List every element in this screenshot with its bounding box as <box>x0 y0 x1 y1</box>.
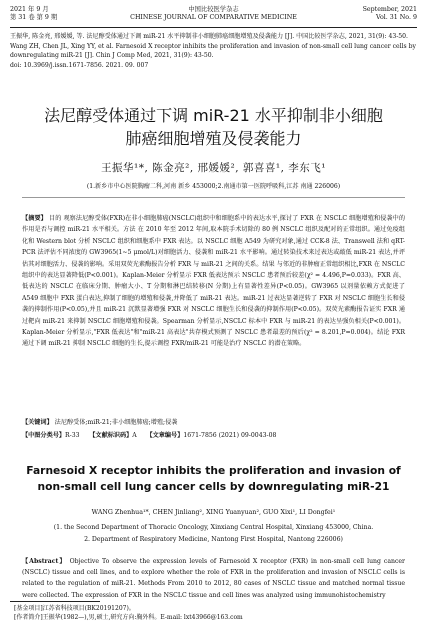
citation-cn: 王振华, 陈金亮, 邢媛媛, 等. 法尼醇受体通过下调 miR-21 水平抑制非小细胞肺癌细胞增殖及侵袭能力 [J]. 中国比较医学杂志, 2021, 31(9): 43-50. <box>10 33 408 40</box>
affiliation-en-line2: 2. Department of Respiratory Medicine, Nantong First Hospital, Nantong 226006) <box>84 535 343 543</box>
header-right <box>363 6 417 22</box>
clc-value: R-33 <box>65 432 80 439</box>
journal-name-en: CHINESE JOURNAL OF COMPARATIVE MEDICINE <box>130 14 297 21</box>
header-center <box>10 6 417 22</box>
article-id-value: 1671-7856 (2021) 09-0043-08 <box>183 432 277 439</box>
doi[interactable]: doi: 10.3969/j.issn.1671-7856. 2021. 09. 007 <box>10 61 149 69</box>
keywords-cn-label: 【关键词】 <box>22 419 53 426</box>
article-title-cn <box>10 104 417 150</box>
header-rule <box>10 27 417 28</box>
affiliation-en-line1: (1. the Second Department of Thoracic Oncology, Xinxiang Central Hospital, Xinxiang 453000, China. <box>53 524 374 531</box>
clc-label: 【中图分类号】 <box>22 432 65 439</box>
footnote-author: [作者简介]王振华(1982—),男,硕士,研究方向:胸外科。E-mail: lxt43966@163.com <box>14 614 243 621</box>
keywords-cn <box>22 418 405 428</box>
abstract-en-text: Objective To observe the expression levels of Farnesoid X receptor (FXR) in non-small cell lung cancer (NSCLC) tissue and cell lines, and to explore whether the role of FXR in the proliferation and invasion of NSCLC cells is related to the regulation of miR-21. Methods From 2010 to 2012, 80 cases of NSCLC tissue and matched normal tissue were collected. The expression of FXR in the NSCLC tissue and cell lines was analyzed using immunohistochemistry <box>22 558 405 599</box>
header-volume-en: Vol. 31 No. 9 <box>376 14 417 21</box>
article-id-label: 【文章编号】 <box>146 432 184 439</box>
title-cn-line1: 法尼醇受体通过下调 miR-21 水平抑制非小细胞 <box>44 106 383 125</box>
abstract-cn-text: 目的 观察法尼醇受体(FXR)在非小细胞肺癌(NSCLC)组织中和细胞系中的表达水平,探讨了 FXR 在 NSCLC 细胞增殖和侵袭中的作用是否与调控 miR-21 水平相关。方法 在 2010 年至 2012 年间,取本院手术切除的 80 例 NSCLC 组织及配对的正常组织。通过免疫组化和 Western blot 分析 NSCLC 组织和细胞系中 FXR 表达。以 NSCLC 细胞 A549 为研究对象,通过 CCK-8 法、Transwell 法和 qRT-PCR 法评估不同浓度的 GW3965(1~5 μmol/L)对细胞活力、侵袭和 miR-21 水平影响。通过转染技术来过表达或敲低 miR-21 表达,并评估其对细胞活力、侵袭的影响。采用双荧光素酶报告分析 FXR 与 miR-21 之间的关系。结果 与邻近的非肿瘤正常组织相比,FXR 在 NSCLC 组织中的表达显著降低(P<0.001)。Kaplan-Meier 分析显示 FXR 低表达预示 NSCLC 患者预后较差(χ² = 4.496,P=0.033)。FXR 高、低表达的 NSCLC 在临床分期、肿瘤大小、T 分期和淋巴结转移(N 分期)上有显著性差异(P<0.05)。GW3965 以剂量依赖方式促进了 A549 细胞中 FXR 蛋白表达,抑制了细胞的增殖和侵袭,并降低了 miR-21 表达。miR-21 过表达显著逆转了 FXR 对 NSCLC 细胞生长和侵袭的抑制作用(P<0.05),并且 miR-21 沉默显著增强 FXR 对 NSCLC 细胞生长和侵袭的抑制作用(P<0.05)。双荧光素酶报告证实 FXR 通过靶向 miR-21 来抑制 NSCLC 细胞增殖和侵袭。Spearman 分析显示,NSCLC 标本中 FXR 与 miR-21 的表达呈强负相关(P<0.001)。Kaplan-Meier 分析显示,"FXR 低表达"和"miR-21 高表达"共存模式预测了 NSCLC 患者最差的预后(χ² = 8.201,P=0.004)。结论 FXR 通过下调 miR-21 抑制 NSCLC 细胞的生长,提示调控 FXR/miR-21 可能是治疗 NSCLC 的潜在策略。 <box>22 215 406 348</box>
header-date-en: September, 2021 <box>362 6 417 13</box>
journal-name-cn: 中国比较医学杂志 <box>188 6 239 13</box>
header-volume-cn: 第 31 卷 第 9 期 <box>10 14 58 21</box>
header-date-cn: 2021 年 9 月 <box>10 6 49 13</box>
citation-en: Wang ZH, Chen JL, Xing YY, et al. Farnesoid X receptor inhibits the proliferation and invasion of non-small cell lung cancer cells by downregulating miR-21 [J]. Chin J Comp Med, 2021, 31(9): 43-50. <box>10 42 416 59</box>
citation-block <box>10 32 417 70</box>
abstract-divider <box>22 197 405 198</box>
doc-code-value: A <box>132 432 137 439</box>
abstract-en-label: 【Abstract】 <box>22 558 67 565</box>
abstract-cn <box>22 213 405 350</box>
title-en-line1: Farnesoid X receptor inhibits the proliferation and invasion of <box>26 464 401 477</box>
authors-en: WANG Zhenhua¹*, CHEN Jinliang², XING Yuanyuan², GUO Xixi¹, LI Dongfei¹ <box>91 509 336 516</box>
keywords-cn-text: 法尼醇受体;miR-21;非小细胞肺癌;增殖;侵袭 <box>54 419 178 426</box>
doc-code-label: 【文献标识码】 <box>89 432 133 439</box>
article-title-en <box>10 463 417 495</box>
affiliation-en <box>10 522 417 545</box>
footnote-fund: [基金项目]江苏省科技项目(BK20191207)。 <box>14 605 135 612</box>
title-cn-line2: 肺癌细胞增殖及侵袭能力 <box>125 129 302 148</box>
footnote-rule <box>10 601 100 602</box>
authors-cn: 王振华¹*, 陈金亮², 邢媛媛², 郭喜喜¹, 李东飞¹ <box>101 162 326 174</box>
affiliation-cn: (1.新乡市中心医院胸瘤二科,河南 新乡 453000;2.南通市第一医院呼吸科,江苏 南通 226006) <box>86 183 341 190</box>
abstract-en <box>22 556 405 601</box>
title-en-line2: non-small cell lung cancer cells by downregulating miR-21 <box>37 480 390 493</box>
abstract-cn-label: 【摘要】 <box>22 215 47 222</box>
classification-cn <box>22 431 405 441</box>
